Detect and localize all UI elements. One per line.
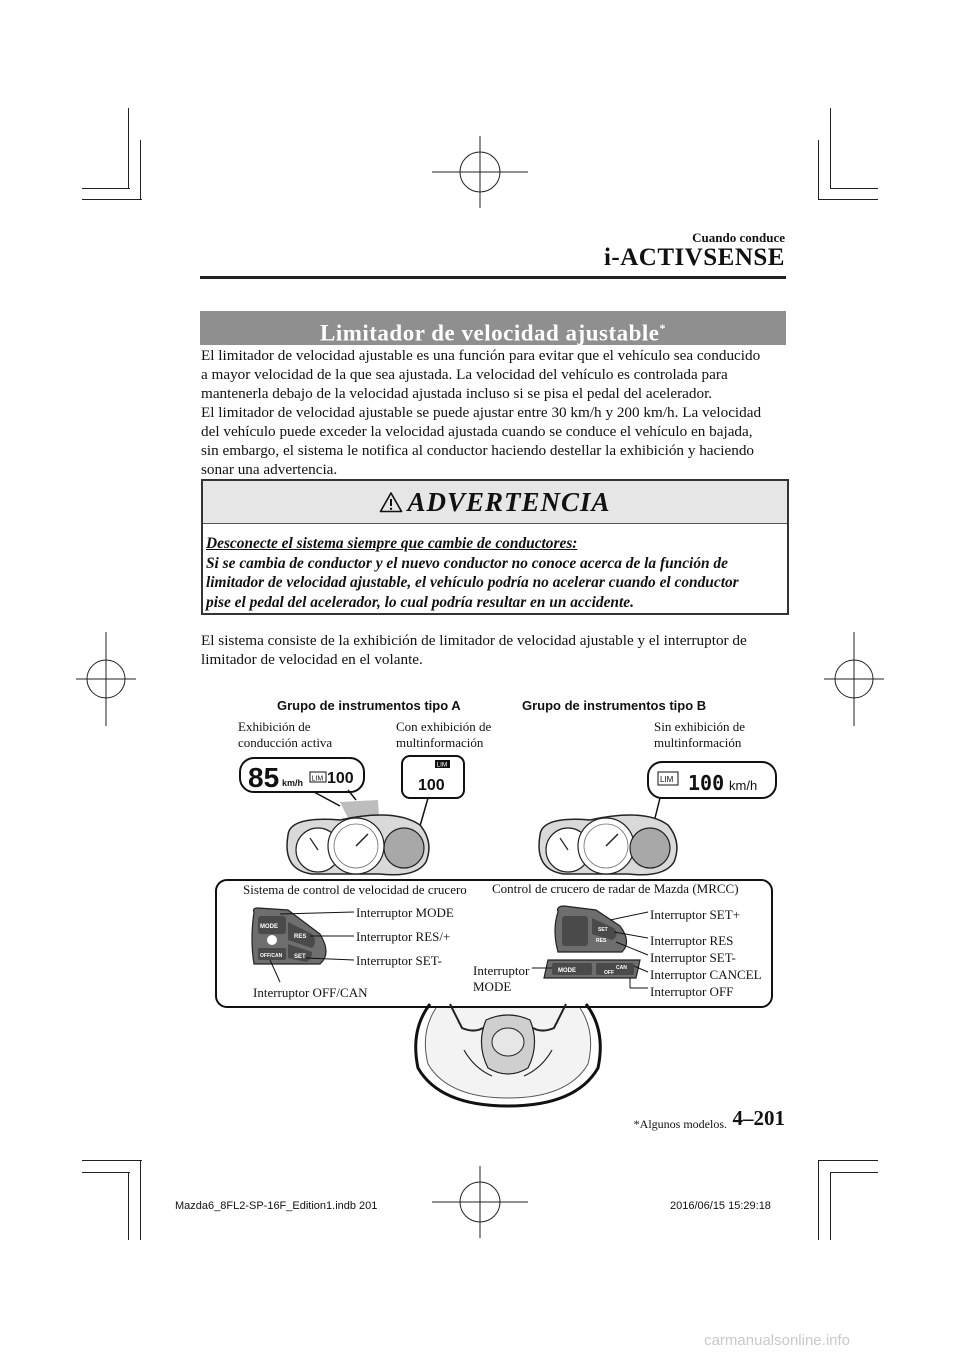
label-offcan-switch: Interruptor OFF/CAN [253,985,368,1000]
instrument-diagram [230,750,790,890]
registration-mark-top [432,136,528,208]
warning-triangle-icon [379,491,403,513]
warning-header [203,481,787,524]
intro-line: El limitador de velocidad ajustable es una función para evitar que el vehículo sea conducido [201,347,761,364]
active-display-label: Exhibición de conducción activa [238,719,333,750]
label-off-switch: Interruptor OFF [650,984,734,999]
mrcc-can-text: CAN [616,965,627,971]
without-multi-label: Sin exhibición de multinformación [654,719,745,750]
header-rule [200,276,786,279]
banner-title: Limitador de velocidad ajustable [319,320,660,346]
intro-line: del vehículo puede exceder la velocidad ajustada cuando se conduce el vehículo en bajada, [201,423,753,440]
btn-offcan-text: OFF/CAN [260,953,283,959]
label-res-mrcc: Interruptor RES [650,933,734,948]
label-mode-switch: Interruptor MODE [356,905,454,920]
cruise-title: Sistema de control de velocidad de crucero [243,882,467,897]
intro-line: mantenerla debajo de la velocidad ajustada incluso si se pisa el pedal del acelerador. [201,385,713,402]
btn-mode-text: MODE [260,924,278,930]
file-imprint: Mazda6_8FL2-SP-16F_Edition1.indb 201 [175,1200,378,1212]
display-a-unit: km/h [282,778,304,788]
display-b-limit: 100 [688,771,725,795]
registration-mark-right [824,632,884,726]
group-a-label: Grupo de instrumentos tipo A [277,698,461,713]
mrcc-set-plus-text: SET [598,927,608,933]
display-a-speed: 85 [248,762,280,793]
switch-diagram [240,900,660,1130]
mrcc-res-text: RES [596,938,607,944]
section-label: Cuando conduce [692,230,785,245]
mrcc-off-text: OFF [604,970,614,976]
mrcc-title: Control de crucero de radar de Mazda (MRCC) [492,881,739,896]
group-b-label: Grupo de instrumentos tipo B [522,698,707,713]
warning-title: ADVERTENCIA [407,487,611,517]
system-paragraph [201,631,791,669]
watermark: carmanualsonline.info [704,1332,850,1349]
mrcc-mode-text: MODE [558,968,576,974]
steering-wheel-illustration [416,1004,601,1106]
display-b-unit: km/h [729,778,758,793]
system-line: El sistema consiste de la exhibición de limitador de velocidad ajustable y el interruptor de [201,632,747,649]
display-a2-lim: LIM [436,761,448,769]
warning-line: pise el pedal del acelerador, lo cual podría resultar en un accidente. [206,593,634,611]
label-setminus-mrcc: Interruptor SET- [650,950,736,965]
btn-set-text: SET [294,954,306,960]
chapter-title: i-ACTIVSENSE [603,244,785,271]
registration-mark-bottom [432,1166,528,1238]
display-a-lim: LIM [311,775,324,783]
warning-line: limitador de velocidad ajustable, el vehículo podría no acelerar cuando el conductor [206,574,739,592]
banner-asterisk: * [659,321,666,335]
label-setplus-switch: Interruptor SET+ [650,907,741,922]
display-b-lim: LIM [660,775,674,784]
display-a2-limit: 100 [418,777,445,794]
warning-heading: Desconecte el sistema siempre que cambie de conductores: [206,535,578,552]
label-set-switch: Interruptor SET- [356,953,442,968]
intro-line: a mayor velocidad de la que sea ajustada. La velocidad del vehículo es controlada para [201,366,728,383]
page-number: 4–201 [732,1106,785,1130]
intro-line: sin embargo, el sistema le notifica al conductor haciendo destellar la exhibición y haciendo [201,442,755,459]
registration-mark-left [76,632,136,726]
with-multi-label: Con exhibición de multinformación [396,719,492,750]
btn-res-text: RES [294,934,307,940]
system-line: limitador de velocidad en el volante. [201,651,423,668]
label-res-switch: Interruptor RES/+ [356,929,451,944]
intro-paragraph [201,346,791,479]
time-imprint: 2016/06/15 15:29:18 [670,1200,771,1212]
display-a-limit: 100 [327,770,354,787]
footnote: *Algunos modelos. [633,1117,727,1131]
warning-line: Si se cambia de conductor y el nuevo conductor no conoce acerca de la función de [206,554,728,572]
intro-line: sonar una advertencia. [201,461,338,478]
intro-line: El limitador de velocidad ajustable se puede ajustar entre 30 km/h y 200 km/h. La velocidad [201,404,762,421]
warning-body [206,534,781,612]
label-cancel-switch: Interruptor CANCEL [650,967,762,982]
label-mode-mrcc: Interruptor MODE [473,963,530,994]
section-banner [200,311,786,345]
warning-box [201,479,789,615]
